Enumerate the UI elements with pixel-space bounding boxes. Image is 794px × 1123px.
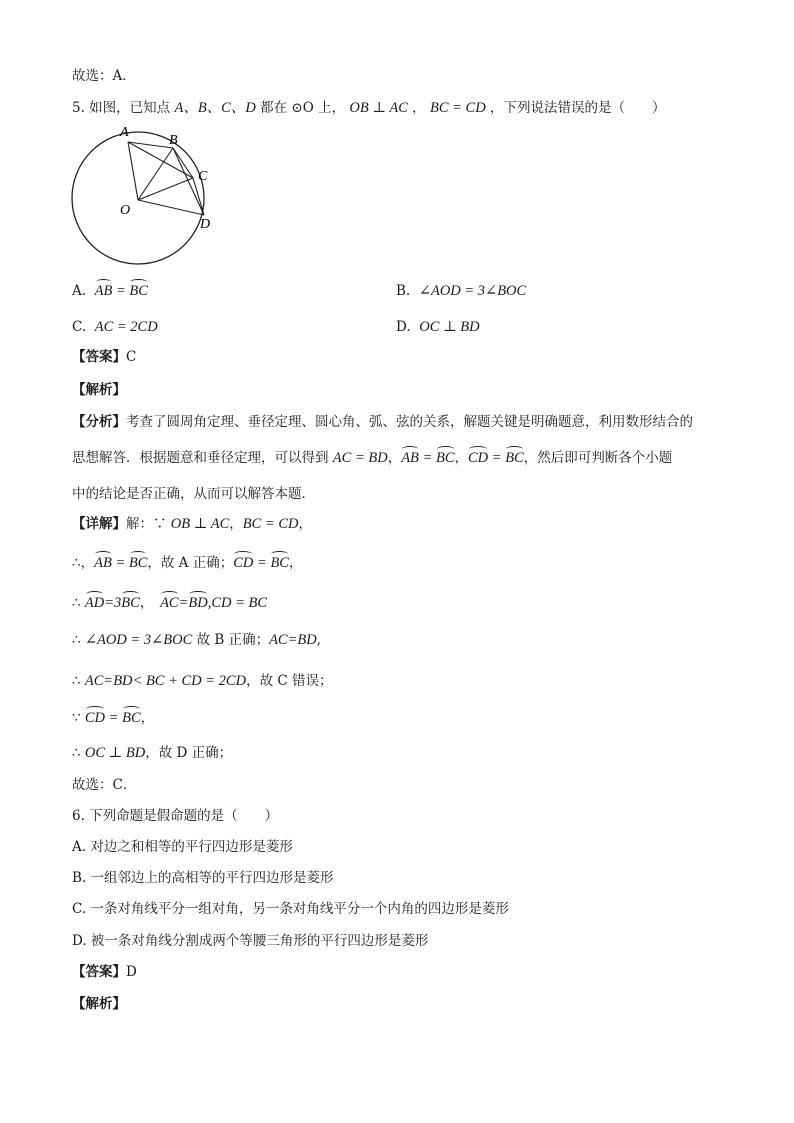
segment-bo [138,148,173,200]
q6-analysis-tag [72,994,126,1014]
step-sep: ， [139,595,161,611]
arc-ab: AB [401,450,419,466]
eq-sign: = [111,555,129,571]
q5-answer [72,347,136,367]
segment-bc [173,148,193,178]
q5-stem-cond2: BC = CD [429,100,486,116]
option-a-letter: A. [72,283,87,299]
arc-ab: AB [94,283,113,299]
arc-cd: CD [233,555,254,571]
detail-bc-cd: BC = CD [242,516,299,532]
option-b-text: ∠AOD = 3∠BOC [418,283,527,299]
label-b: B [169,133,178,148]
fenxi-sep: ， [454,450,468,466]
step-sep: ， [288,555,303,571]
q5-step2 [72,553,302,573]
therefore: ∴， [72,555,95,571]
arc-bc: BC [128,555,148,571]
q6-option-c: C. 一条对角线平分一组对角，另一条对角线平分一个内角的四边形是菱形 [72,901,509,917]
arc-cd: CD [84,710,106,726]
fenxi-text-1: 考查了圆周角定理、垂径定理、圆心角、弧、弦的关系，解题关键是明确题意，利用数形结合的 [126,414,693,430]
eq-sign: = [105,710,123,726]
q6-answer [72,962,137,982]
arc-cd: CD [468,450,489,466]
answer-tag: 【答案】 [72,349,126,365]
therefore: ∴ [72,673,85,689]
therefore: ∴ [72,595,85,611]
step-text: ，故 C 错误； [246,673,333,689]
arc-ac: AC [160,595,179,611]
step-inequality: AC=BD< BC + CD = 2CD [84,673,247,689]
option-d-letter: D. [396,319,411,335]
q5-stem-suffix: ，下列说法错误的是（ ） [489,100,666,116]
q5-step4 [72,630,321,650]
step-sep: ， [140,710,155,726]
q5-fenxi-line1 [72,412,693,432]
q5-detail-line1 [72,514,312,534]
analysis-tag: 【解析】 [72,382,126,398]
arc-ab: AB [94,555,112,571]
therefore: ∴ [72,745,85,761]
step-ac-bd: AC=BD [269,632,317,648]
label-a: A [120,125,129,140]
q5-option-b [396,281,526,301]
option-c-text: AC = 2CD [94,319,158,335]
fenxi-text-2a: 思想解答．根据题意和垂径定理，可以得到 [72,450,333,466]
q6-stem: 6. 下列命题是假命题的是（ ） [72,808,279,824]
q5-fenxi-line3: 中的结论是否正确，从而可以解答本题． [72,486,315,502]
step-text: 故 B 正确； [192,632,270,648]
detail-text: 解：∵ [126,516,171,532]
step-sep: , [316,632,322,648]
label-o: O [120,203,131,218]
arc-bc: BC [435,450,455,466]
answer-tag: 【答案】 [72,964,126,980]
therefore: ∴ [72,632,85,648]
q6-option-d: D. 被一条对角线分割成两个等腰三角形的平行四边形是菱形 [72,933,429,949]
eq-sign: = [418,450,436,466]
fenxi-sep: ， [387,450,402,466]
q5-step3 [72,593,267,613]
fenxi-text-2e: ，然后即可判断各个小题 [523,450,673,466]
segment-ac [128,142,193,178]
q5-option-d [396,317,480,337]
option-c-letter: C. [72,319,87,335]
eq-sign: = [488,450,506,466]
segment-ab [128,142,173,148]
previous-answer: 故选：A． [72,68,136,84]
analysis-tag: 【解析】 [72,996,126,1012]
option-d-text: OC ⊥ BD [419,319,480,335]
q5-stem-cond1: OB ⊥ AC [349,100,408,116]
detail-sep: ， [229,516,243,532]
q5-step6 [72,708,154,728]
q5-step7 [72,743,232,763]
detail-tag: 【详解】 [72,516,126,532]
step-text: ，故 A 正确； [147,555,234,571]
because: ∵ [72,710,85,726]
q5-stem [72,98,665,118]
segment-oc [138,178,193,200]
arc-bc: BC [122,710,141,726]
q6-option-b: B. 一组邻边上的高相等的平行四边形是菱形 [72,870,334,886]
arc-bd: BD [188,595,208,611]
arc-ad: AD [84,595,105,611]
q5-option-a [72,281,148,301]
q6-option-a: A. 对边之和相等的平行四边形是菱形 [72,839,293,855]
q5-stem-sep: ， [412,100,426,116]
eq-sign: = [112,283,130,299]
q5-final: 故选：C． [72,777,137,793]
label-c: C [198,169,208,184]
step-eq: =3 [104,595,122,611]
fenxi-ac-bd: AC = BD [332,450,388,466]
answer-value: D [126,964,137,980]
fenxi-tag: 【分析】 [72,414,126,430]
step-eq: = [178,595,189,611]
q5-stem-points: A、B、C、D [174,100,256,116]
step-text: ，故 D 正确； [145,745,233,761]
q5-stem-mid: 都在 ⊙O 上， [260,100,346,116]
option-b-letter: B. [396,283,411,299]
q5-fenxi-line2 [72,448,672,468]
q5-stem-prefix: 5. 如图，已知点 [72,100,171,116]
step-oc-bd: OC ⊥ BD [84,745,146,761]
arc-bc: BC [129,283,148,299]
segment-ao [128,142,138,200]
step-cd-bc: ,CD = BC [207,595,268,611]
label-d: D [200,217,211,232]
step-angle: ∠AOD = 3∠BOC [84,632,193,648]
segment-od [138,200,204,215]
detail-ob-ac: OB ⊥ AC [170,516,230,532]
arc-bc: BC [121,595,140,611]
q5-analysis-tag [72,380,126,400]
answer-value: C [126,349,137,365]
detail-sep: ， [298,516,312,532]
q5-step5 [72,671,333,691]
q5-option-c [72,317,158,337]
eq-sign: = [253,555,271,571]
circle-figure [68,120,228,270]
arc-bc: BC [505,450,524,466]
arc-bc: BC [270,555,289,571]
